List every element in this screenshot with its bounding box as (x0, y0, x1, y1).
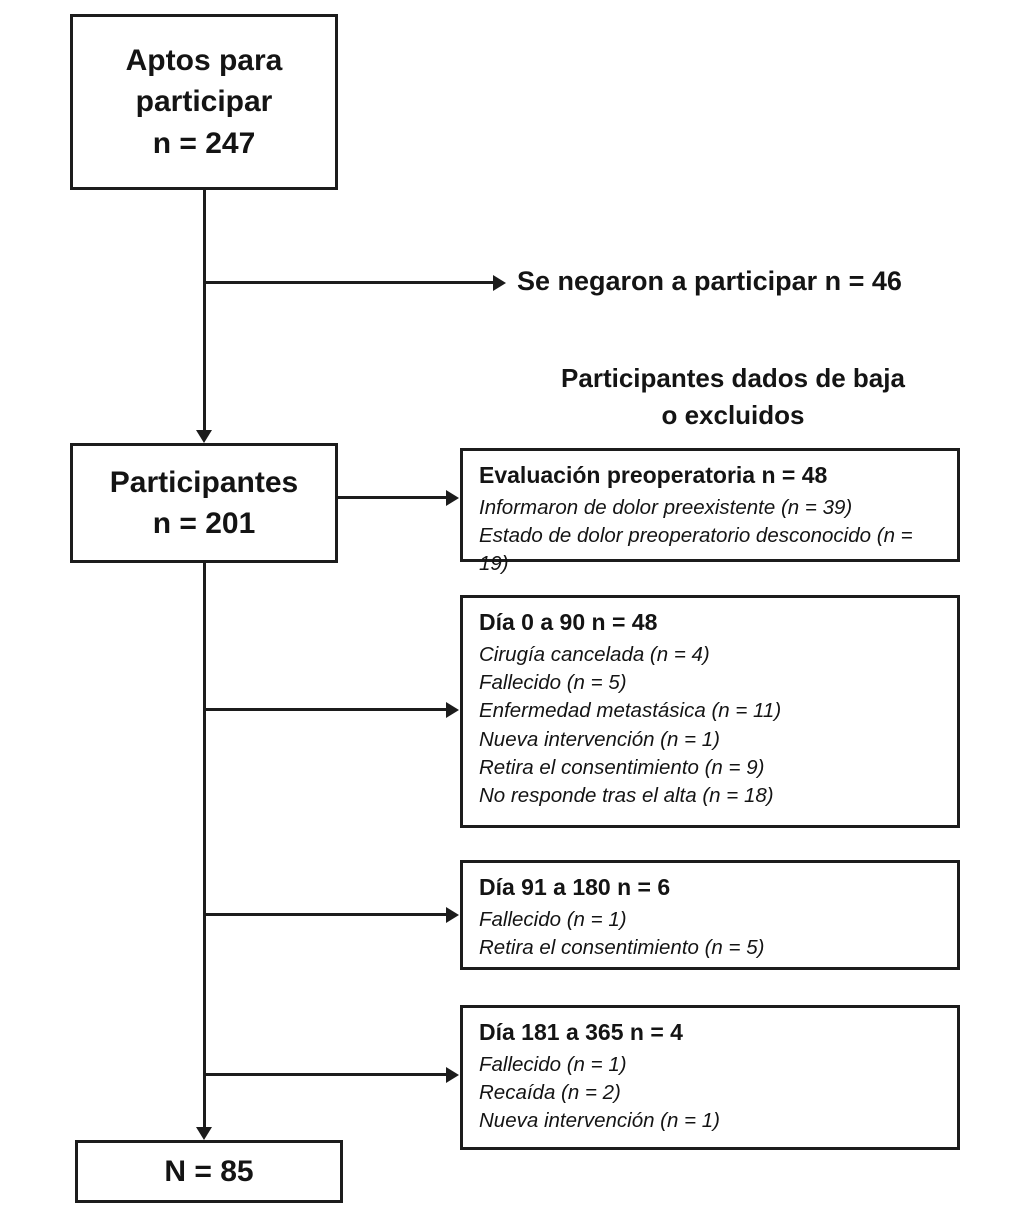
withdrawn-header-line: Participantes dados de baja (561, 363, 905, 393)
exclusion-item: Retira el consentimiento (n = 5) (479, 936, 765, 960)
participants-box (70, 443, 338, 563)
participants-line: Participantes (109, 465, 299, 499)
eligible-line: Aptos para (125, 43, 283, 77)
exclusion-item: Estado de dolor preoperatorio desconocido (n = 19) (479, 524, 913, 576)
exclusion-box-preop (460, 448, 960, 576)
connector-refused (203, 281, 493, 284)
eligible-count: n = 247 (152, 126, 256, 160)
eligible-box (70, 14, 338, 190)
withdrawn-header-line: o excluidos (661, 399, 805, 430)
participants-count: n = 201 (152, 507, 256, 540)
exclusion-box-title: Día 0 a 90 n = 48 (479, 609, 658, 635)
arrowhead-right-icon (493, 275, 506, 291)
withdrawn-header (478, 360, 988, 434)
arrowhead-right-icon (446, 1067, 459, 1083)
connector-to-day91-180 (203, 913, 446, 916)
connector-to-day0-90 (203, 708, 446, 711)
refused-label: Se negaron a participar n = 46 (517, 266, 902, 296)
exclusion-box-title: Evaluación preoperatoria n = 48 (479, 462, 828, 488)
final-count: N = 85 (164, 1154, 254, 1188)
exclusion-item: Cirugía cancelada (n = 4) (479, 642, 710, 666)
arrowhead-down-icon (196, 430, 212, 443)
exclusion-item: Fallecido (n = 5) (479, 671, 627, 695)
arrowhead-right-icon (446, 702, 459, 718)
exclusion-box-day181-365 (460, 1005, 960, 1150)
connector-to-preop-exclusions (338, 496, 446, 499)
exclusion-box-title: Día 181 a 365 n = 4 (479, 1019, 683, 1045)
connector-to-day181-365 (203, 1073, 446, 1076)
exclusion-box-day91-180 (460, 860, 960, 970)
eligible-line: participar (135, 85, 273, 119)
exclusion-item: Recaída (n = 2) (479, 1081, 621, 1105)
exclusion-box-day0-90 (460, 595, 960, 828)
connector-participants-to-final (203, 563, 206, 1127)
exclusion-item: Nueva intervención (n = 1) (479, 727, 721, 751)
exclusion-item: Enfermedad metastásica (n = 11) (479, 699, 782, 723)
final-box (75, 1140, 343, 1203)
exclusion-item: Retira el consentimiento (n = 9) (479, 756, 765, 780)
arrowhead-right-icon (446, 490, 459, 506)
exclusion-item: No responde tras el alta (n = 18) (479, 784, 774, 808)
exclusion-item: Nueva intervención (n = 1) (479, 1109, 721, 1133)
arrowhead-down-icon (196, 1127, 212, 1140)
connector-eligible-to-participants (203, 190, 206, 430)
exclusion-box-title: Día 91 a 180 n = 6 (479, 874, 671, 900)
exclusion-item: Fallecido (n = 1) (479, 1052, 627, 1076)
arrowhead-right-icon (446, 907, 459, 923)
exclusion-item: Informaron de dolor preexistente (n = 39) (479, 495, 853, 519)
exclusion-item: Fallecido (n = 1) (479, 907, 627, 931)
